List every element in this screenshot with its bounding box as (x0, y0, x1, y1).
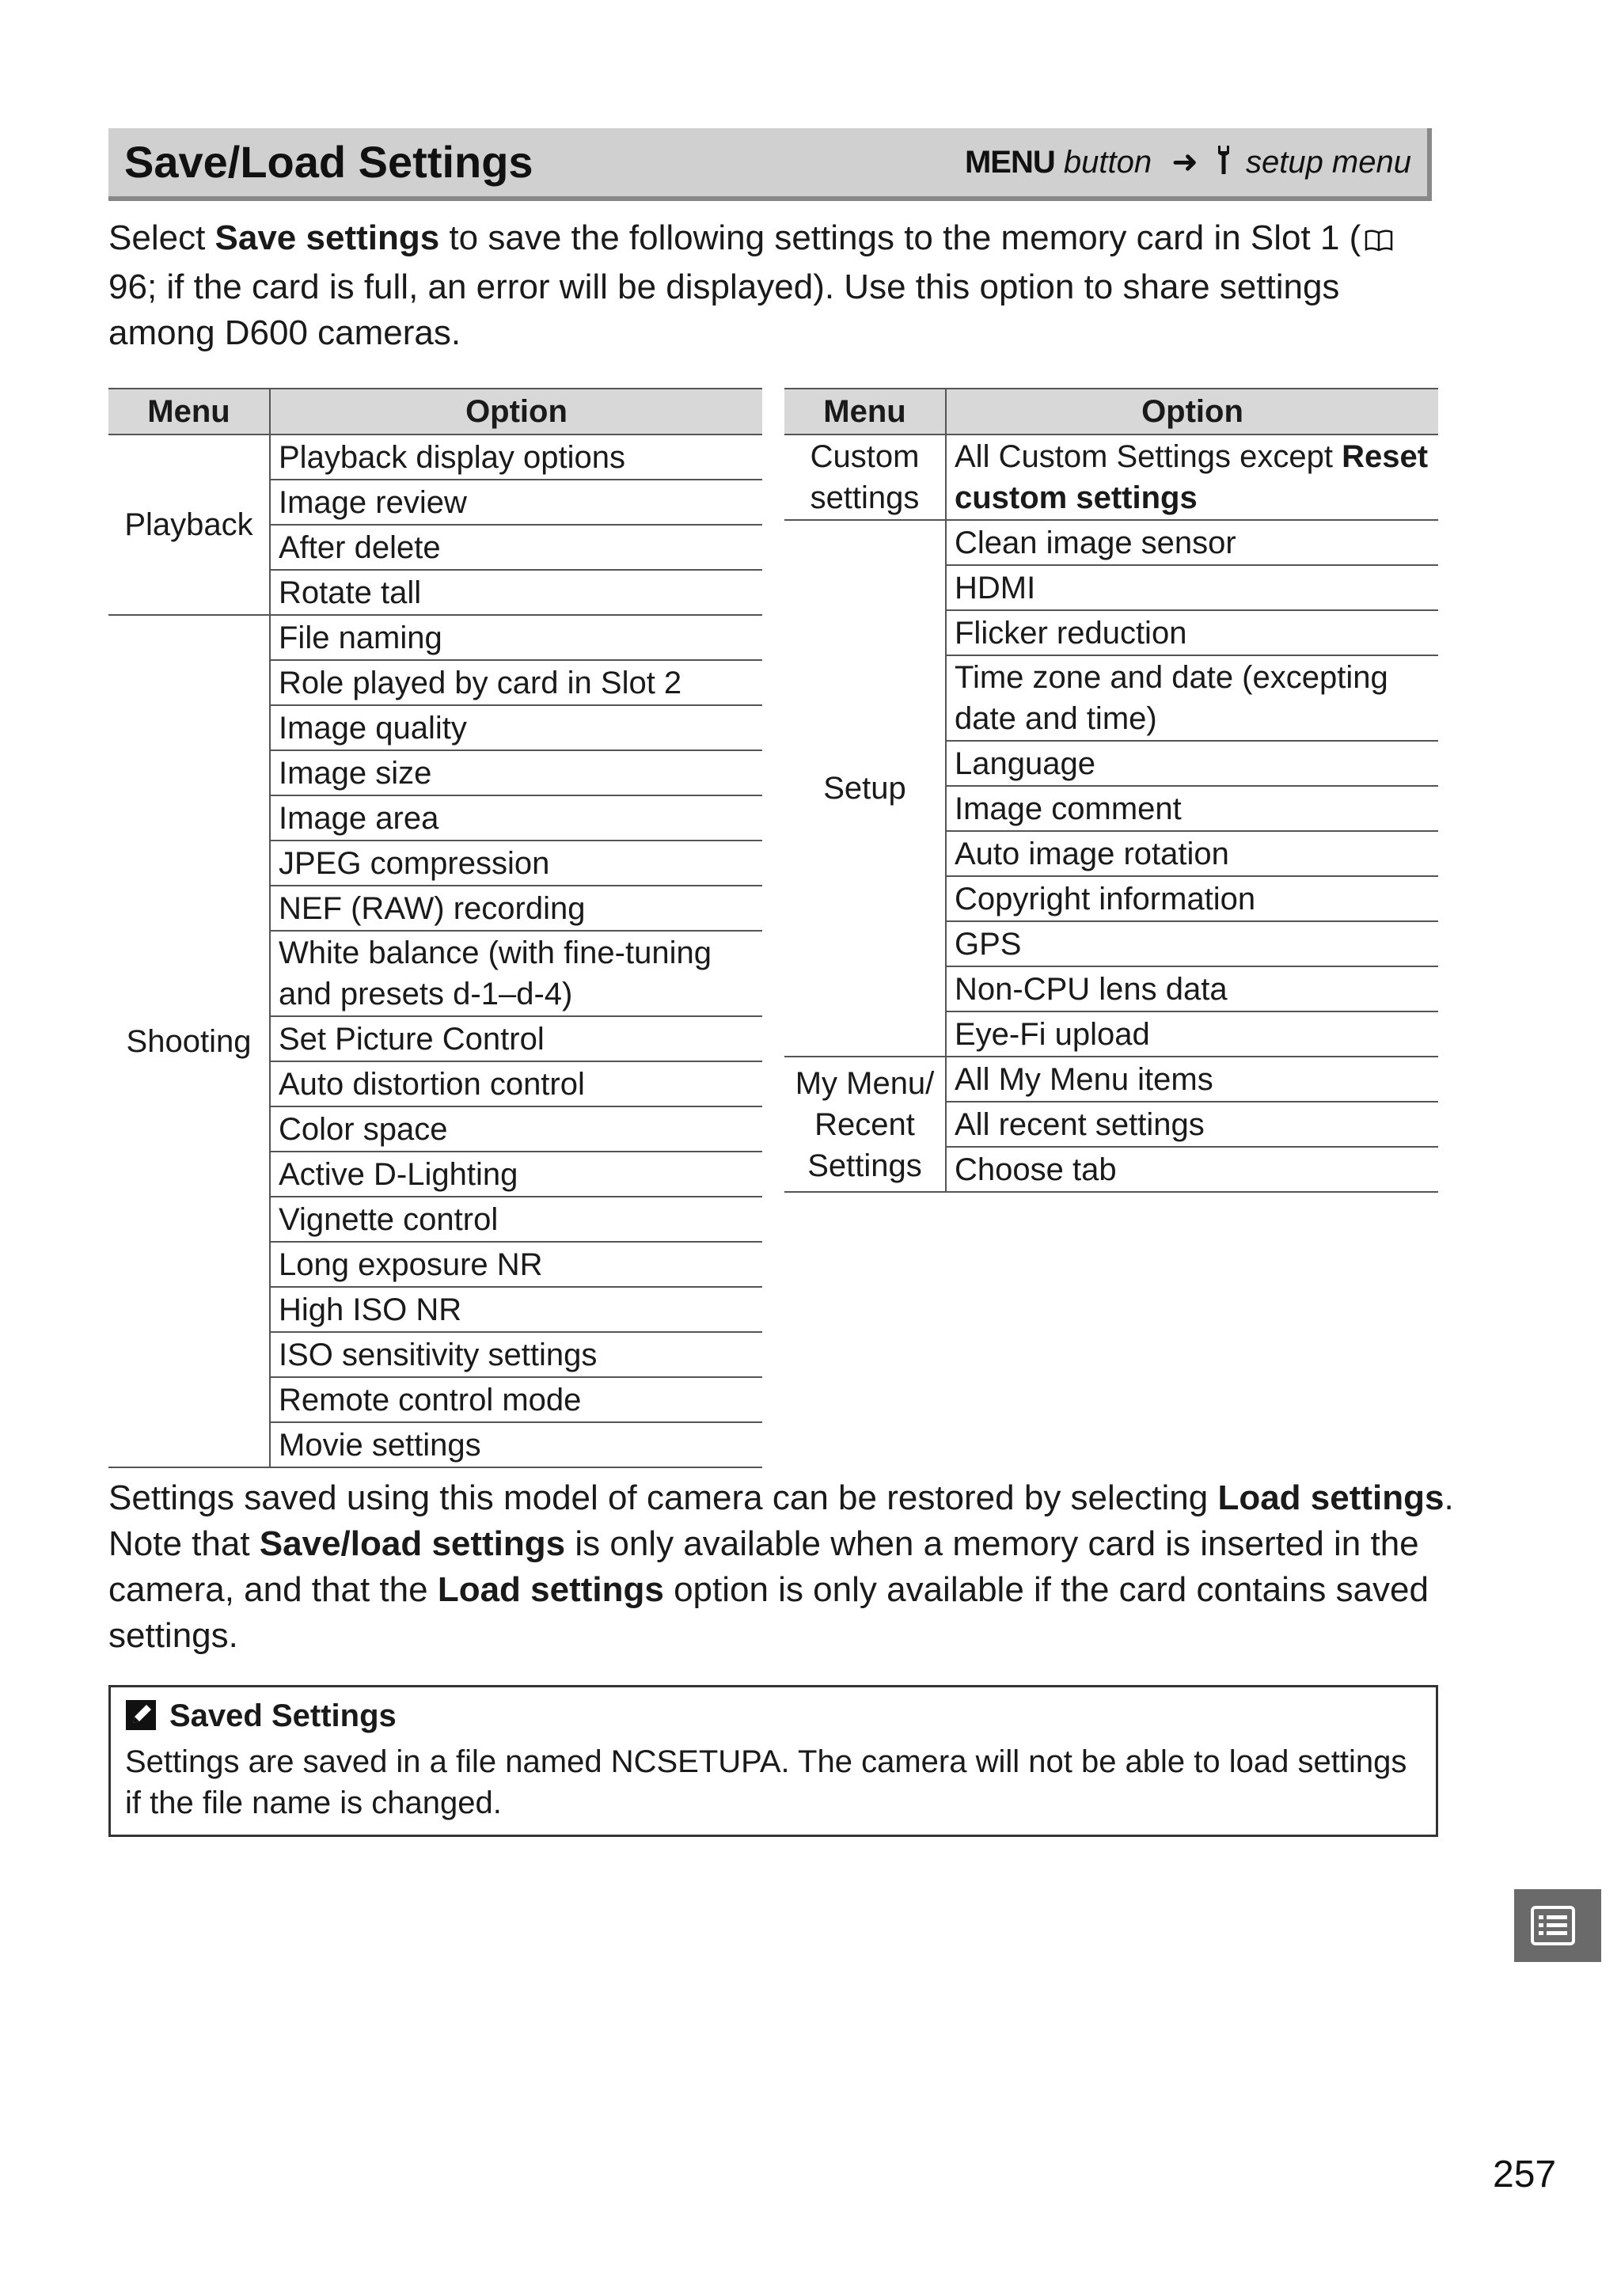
setup-menu-label: setup menu (1245, 145, 1411, 180)
arrow-icon: ➜ (1171, 145, 1198, 180)
table-row (784, 520, 1438, 565)
outro-text-4: option is only available if the card contains saved settings. (108, 1570, 1429, 1655)
column-header-option: Option (270, 389, 762, 435)
section-tab[interactable] (1514, 1889, 1601, 1962)
outro-bold-1: Load settings (1217, 1478, 1444, 1517)
option-cell: Color space (270, 1106, 762, 1152)
book-reference-icon (1364, 218, 1394, 264)
outro-text-1: Settings saved using this model of camera can be restored by selecting (108, 1478, 1218, 1517)
intro-text-3: 96; if the card is full, an error will be displayed). Use this option to share settings among D600 cameras. (108, 268, 1340, 352)
table-row (784, 1057, 1438, 1102)
option-cell: Auto distortion control (270, 1061, 762, 1106)
option-cell: Choose tab (946, 1147, 1438, 1192)
page-number: 257 (1493, 2154, 1557, 2195)
option-cell: Language (946, 741, 1438, 786)
intro-text-2: to save the following settings to the memory card in Slot 1 ( (439, 218, 1361, 257)
menu-cell: Setup (784, 520, 946, 1057)
intro-paragraph (108, 215, 1438, 356)
option-cell: Auto image rotation (946, 831, 1438, 876)
intro-bold-save-settings: Save settings (214, 218, 440, 257)
pencil-icon (125, 1699, 157, 1741)
button-word: button (1063, 145, 1152, 180)
option-cell: Role played by card in Slot 2 (270, 660, 762, 705)
outro-text-2: . Note that (108, 1478, 1454, 1563)
option-cell (946, 435, 1438, 520)
note-heading (125, 1695, 1422, 1741)
outro-bold-2: Save/load settings (259, 1524, 566, 1563)
option-cell: Remote control mode (270, 1377, 762, 1422)
option-cell: Time zone and date (excepting date and time) (946, 655, 1438, 741)
menu-cell: My Menu/ Recent Settings (784, 1057, 946, 1192)
left-table-body (108, 435, 762, 1467)
outro-paragraph (108, 1475, 1454, 1659)
outro-text-3: is only available when a memory card is inserted in the camera, and that the (108, 1524, 1419, 1609)
menu-list-icon (1524, 1905, 1591, 1946)
outro-bold-3: Load settings (437, 1570, 664, 1609)
table-row (108, 435, 762, 480)
option-cell: GPS (946, 921, 1438, 966)
column-header-menu: Menu (784, 389, 946, 435)
column-header-option: Option (946, 389, 1438, 435)
right-settings-table (784, 388, 1438, 1193)
option-cell: After delete (270, 525, 762, 570)
option-cell: Flicker reduction (946, 610, 1438, 655)
option-cell: Copyright information (946, 876, 1438, 921)
option-cell: Active D-Lighting (270, 1152, 762, 1197)
menu-cell: Custom settings (784, 435, 946, 520)
option-cell: All recent settings (946, 1102, 1438, 1147)
option-cell: Image quality (270, 705, 762, 750)
wrench-icon (1215, 144, 1232, 184)
menu-cell: Shooting (108, 615, 270, 1467)
option-cell: Set Picture Control (270, 1016, 762, 1061)
option-cell: Image review (270, 480, 762, 525)
option-cell: Long exposure NR (270, 1242, 762, 1287)
note-box (108, 1685, 1438, 1837)
option-cell: Playback display options (270, 435, 762, 480)
left-settings-table (108, 388, 762, 1468)
option-cell: All My Menu items (946, 1057, 1438, 1102)
page-title: Save/Load Settings (124, 137, 533, 187)
menu-cell: Playback (108, 435, 270, 615)
option-cell: White balance (with fine-tuning and presets d-1–d-4) (270, 931, 762, 1016)
option-cell: HDMI (946, 565, 1438, 610)
option-cell: High ISO NR (270, 1287, 762, 1332)
note-title: Saved Settings (169, 1698, 397, 1733)
option-cell: Vignette control (270, 1197, 762, 1242)
option-text: All Custom Settings except (955, 439, 1342, 474)
option-cell: NEF (RAW) recording (270, 886, 762, 931)
table-row (784, 435, 1438, 520)
option-cell: ISO sensitivity settings (270, 1332, 762, 1377)
option-cell: Image comment (946, 786, 1438, 831)
option-cell: Non-CPU lens data (946, 966, 1438, 1011)
right-table-body (784, 435, 1438, 1192)
table-row (108, 615, 762, 660)
column-header-menu: Menu (108, 389, 270, 435)
option-cell: File naming (270, 615, 762, 660)
option-cell: Image area (270, 795, 762, 841)
note-body: Settings are saved in a file named NCSETUPA. The camera will not be able to load settings if the file name is changed. (125, 1744, 1407, 1820)
page-header (108, 128, 1432, 201)
option-cell: Eye-Fi upload (946, 1011, 1438, 1057)
option-cell: Movie settings (270, 1422, 762, 1467)
option-cell: Image size (270, 750, 762, 795)
menu-path (965, 144, 1411, 184)
menu-button-label: MENU (964, 145, 1055, 180)
option-cell: JPEG compression (270, 841, 762, 886)
intro-text-1: Select (108, 218, 215, 257)
option-cell: Clean image sensor (946, 520, 1438, 565)
option-cell: Rotate tall (270, 570, 762, 615)
option-bold-text: Reset custom settings (955, 439, 1429, 515)
